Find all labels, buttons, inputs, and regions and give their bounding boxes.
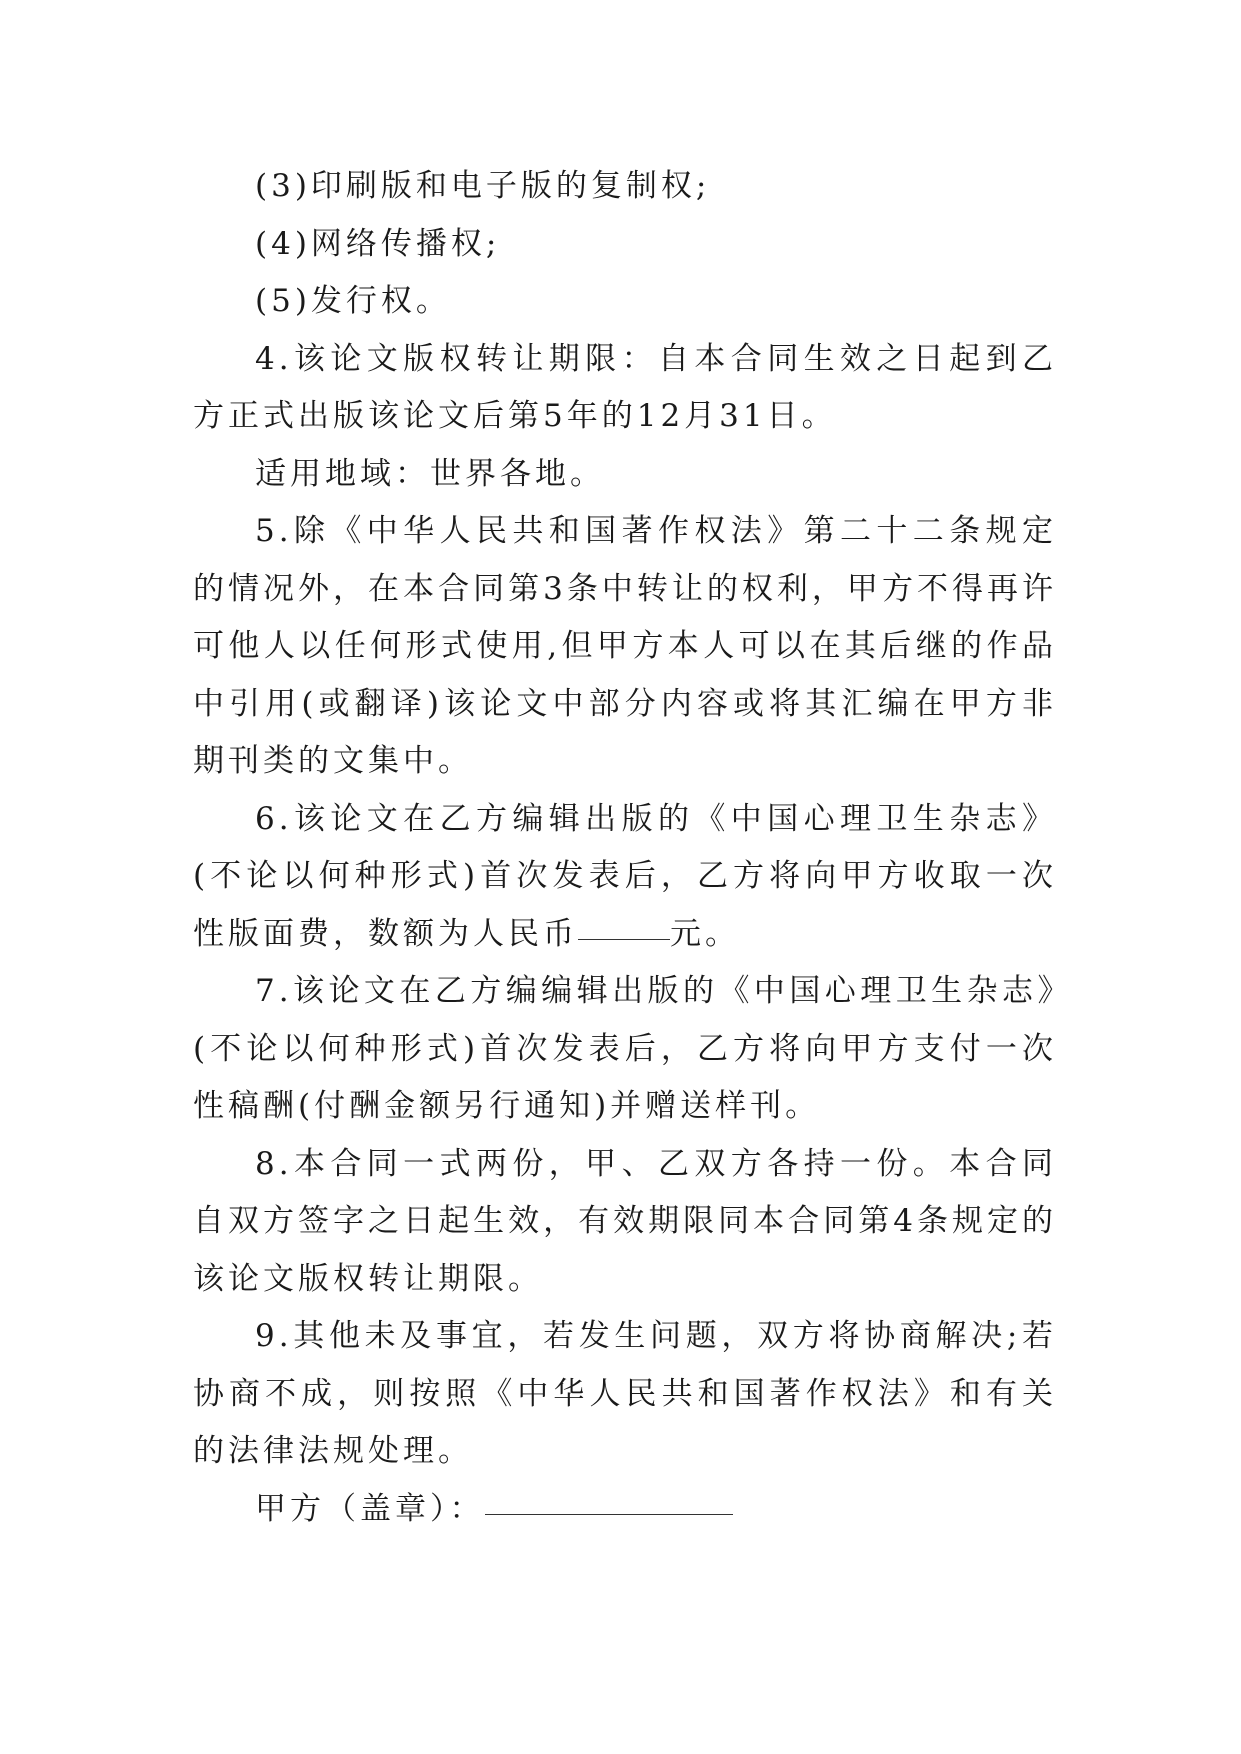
clause-3-item-4: (4)网络传播权;	[255, 225, 501, 262]
clause-4: 4.该论文版权转让期限：自本合同生效之日起到乙方正式出版该论文后第5年的12月31日。	[193, 340, 1057, 434]
signature-blank	[485, 1513, 733, 1515]
clause-9: 9.其他未及事宜，若发生问题，双方将协商解决;若协商不成，则按照《中华人民共和国著作权法》和有关的法律法规处理。	[193, 1318, 1057, 1469]
clause-6-unit: 元。	[670, 915, 740, 952]
clause-5: 5.除《中华人民共和国著作权法》第二十二条规定的情况外，在本合同第3条中转让的权利，甲方不得再许可他人以任何形式使用,但甲方本人可以在其后继的作品中引用(或翻译)该论文中部分内容或将其汇编在甲方非期刊类的文集中。	[193, 513, 1057, 779]
clause-3-item-5: (5)发行权。	[255, 283, 451, 319]
clause-6	[193, 791, 1057, 964]
document-body	[193, 158, 1057, 1538]
clause-6-text: 6.该论文在乙方编辑出版的《中国心理卫生杂志》(不论以何种形式)首次发表后，乙方将向甲方收取一次性版面费，数额为人民币	[193, 800, 1057, 952]
clause-3-item-3: (3)印刷版和电子版的复制权;	[255, 168, 711, 204]
clause-8: 8.本合同一式两份，甲、乙双方各持一份。本合同自双方签字之日起生效，有效期限同本合同第4条规定的该论文版权转让期限。	[193, 1145, 1057, 1297]
clause-4-territory: 适用地域：世界各地。	[255, 455, 605, 492]
signature-label: 甲方（盖章）：	[255, 1490, 485, 1527]
signature-line	[193, 1481, 1057, 1539]
amount-blank	[578, 938, 670, 940]
clause-7: 7.该论文在乙方编编辑出版的《中国心理卫生杂志》(不论以何种形式)首次发表后，乙方将向甲方支付一次性稿酬(付酬金额另行通知)并赠送样刊。	[193, 973, 1057, 1124]
